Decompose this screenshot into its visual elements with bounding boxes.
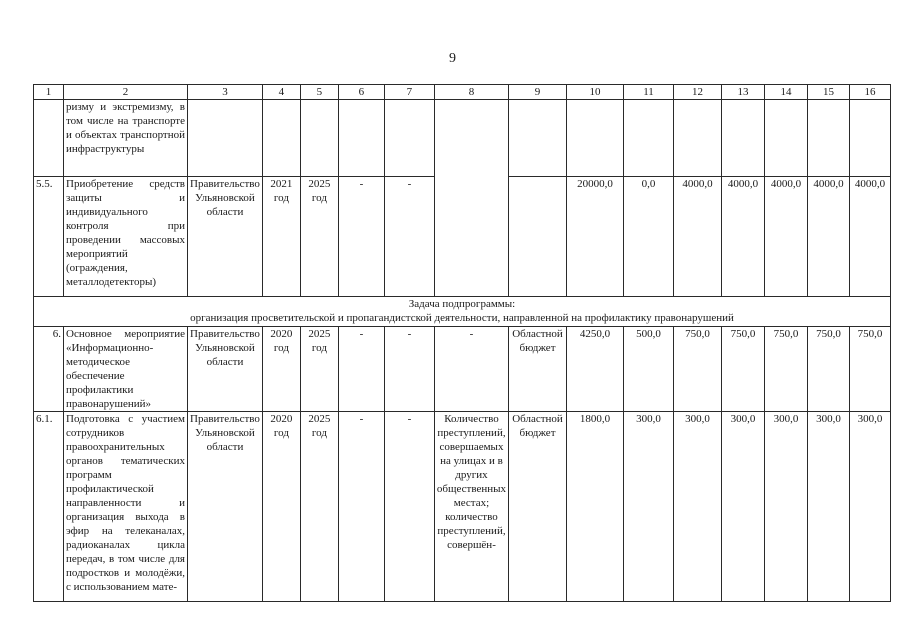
cell-col7: -	[384, 177, 434, 297]
column-header: 3	[188, 85, 263, 100]
cell-executor: Правительство Ульяновской области	[188, 412, 263, 602]
cell-total: 1800,0	[567, 412, 624, 602]
cell-year: 750,0	[674, 327, 722, 412]
table-row-continuation	[34, 100, 891, 177]
column-header: 13	[722, 85, 765, 100]
cell-year: 300,0	[674, 412, 722, 602]
cell-year: 750,0	[765, 327, 808, 412]
cell-col7: -	[384, 412, 434, 602]
cell-executor: Правительство Ульяновской области	[188, 177, 263, 297]
cell-end: 2025 год	[300, 412, 338, 602]
column-header: 5	[300, 85, 338, 100]
task-cell	[34, 297, 891, 327]
cell-total: 4250,0	[567, 327, 624, 412]
program-table	[33, 84, 891, 602]
cell-year: 4000,0	[850, 177, 891, 297]
cell-num: 5.5.	[34, 177, 64, 297]
cell-col7: -	[384, 327, 434, 412]
cell-num	[34, 100, 64, 177]
cell-year: 4000,0	[808, 177, 850, 297]
cell-year: 500,0	[624, 327, 674, 412]
cell-end: 2025 год	[300, 177, 338, 297]
cell-col6: -	[338, 327, 384, 412]
column-header: 7	[384, 85, 434, 100]
cell-total: 20000,0	[567, 177, 624, 297]
column-header: 6	[338, 85, 384, 100]
cell-end: 2025 год	[300, 327, 338, 412]
column-header: 4	[262, 85, 300, 100]
cell-name: Приобретение средств защиты и индивидуального контроля при проведении массовых мероприятий (ограждения, металлодетекторы)	[64, 177, 188, 297]
cell-year: 750,0	[850, 327, 891, 412]
cell-source: Областной бюджет	[509, 412, 567, 602]
cell-year: 750,0	[722, 327, 765, 412]
column-header: 15	[808, 85, 850, 100]
cell-year: 300,0	[808, 412, 850, 602]
column-header: 12	[674, 85, 722, 100]
cell-name: ризму и экстремизму, в том числе на транспорте и объектах транспортной инфраструктуры	[64, 100, 188, 177]
column-header: 8	[434, 85, 508, 100]
column-header: 14	[765, 85, 808, 100]
cell-source	[509, 177, 567, 297]
column-header: 9	[509, 85, 567, 100]
task-text: организация просветительской и пропагандистской деятельности, направленной на профилактику правонарушений	[190, 312, 734, 324]
task-row	[34, 297, 891, 327]
header-row	[34, 85, 891, 100]
cell-start: 2020 год	[262, 412, 300, 602]
cell-year: 4000,0	[765, 177, 808, 297]
cell-name: Подготовка с участием сотрудников правоохранительных органов тематических программ профилактической направленности и организация выхода в эфир на телеканалах, радиоканалах цикла передач, в том числе для подростков и молодёжи, с использованием мате-	[64, 412, 188, 602]
cell-year: 4000,0	[722, 177, 765, 297]
table-row	[34, 412, 891, 602]
cell-col6: -	[338, 177, 384, 297]
cell-num: 6.	[34, 327, 64, 412]
task-title: Задача подпрограммы:	[408, 298, 516, 310]
cell-year: 300,0	[765, 412, 808, 602]
cell-num: 6.1.	[34, 412, 64, 602]
cell-year: 300,0	[722, 412, 765, 602]
cell-indicator: Количество преступлений, совершаемых на улицах и в других общественных местах; количество преступлений, совершён-	[434, 412, 508, 602]
column-header: 10	[567, 85, 624, 100]
column-header: 11	[624, 85, 674, 100]
cell-start: 2021 год	[262, 177, 300, 297]
column-header: 16	[850, 85, 891, 100]
cell-year: 0,0	[624, 177, 674, 297]
cell-executor: Правительство Ульяновской области	[188, 327, 263, 412]
cell-source: Областной бюджет	[509, 327, 567, 412]
cell-indicator-merged	[434, 100, 508, 297]
cell-year: 750,0	[808, 327, 850, 412]
cell-start: 2020 год	[262, 327, 300, 412]
table-row	[34, 327, 891, 412]
column-header: 2	[64, 85, 188, 100]
cell-col6: -	[338, 412, 384, 602]
page-number: 9	[449, 51, 456, 66]
cell-year: 4000,0	[674, 177, 722, 297]
cell-name: Основное мероприятие «Информационно-методическое обеспечение профилактики правонарушений»	[64, 327, 188, 412]
column-header: 1	[34, 85, 64, 100]
cell-indicator: -	[434, 327, 508, 412]
cell-year: 300,0	[624, 412, 674, 602]
cell-year: 300,0	[850, 412, 891, 602]
